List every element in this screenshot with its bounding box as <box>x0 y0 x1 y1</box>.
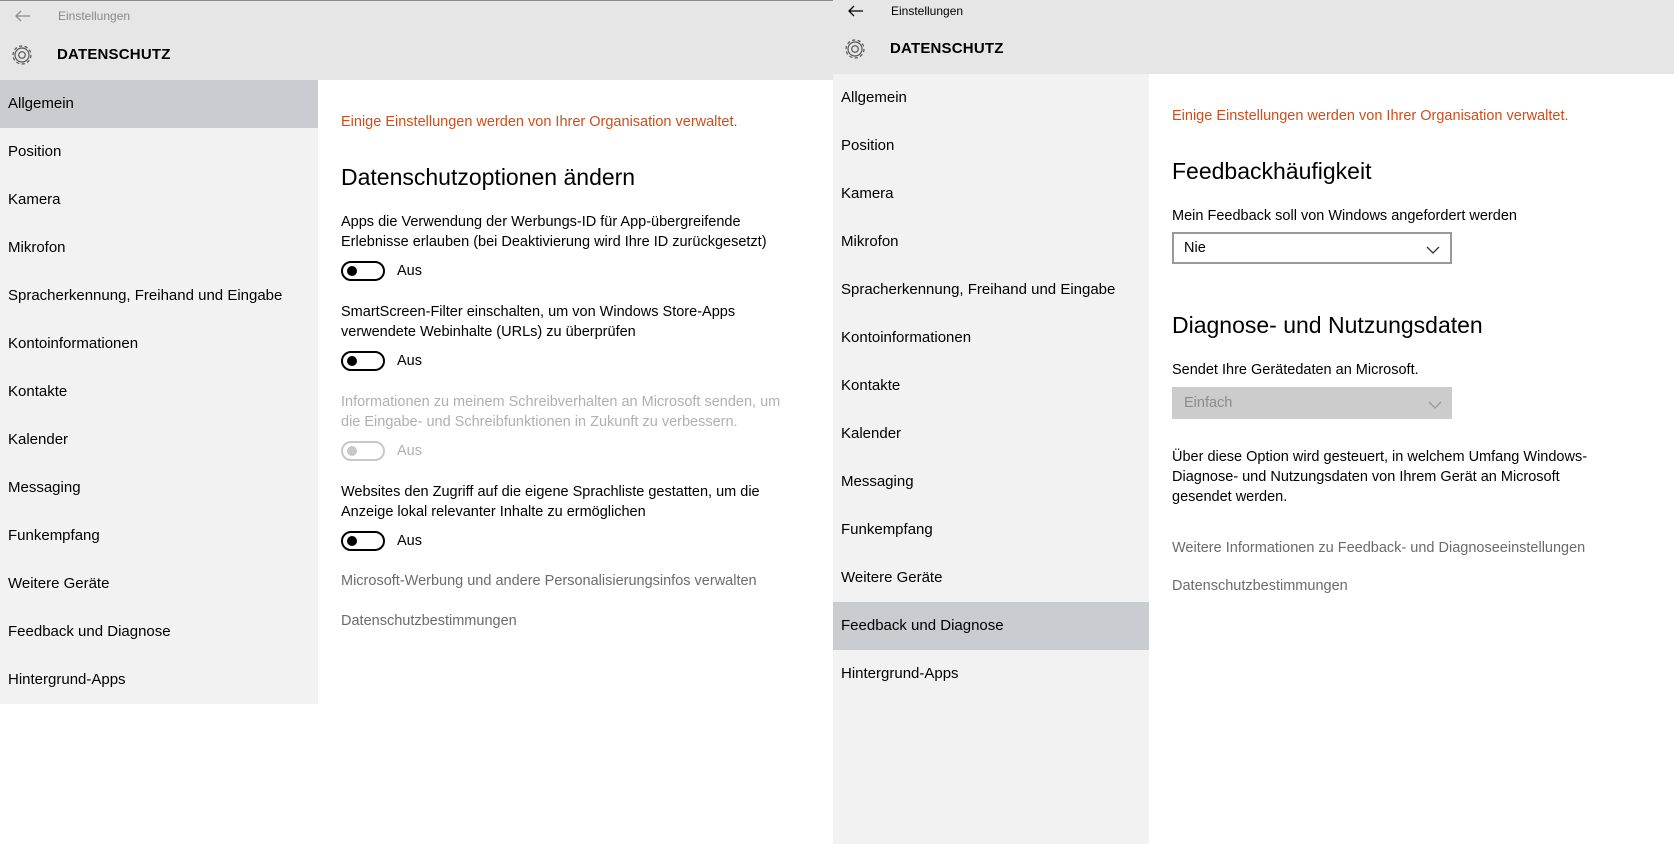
back-arrow-icon[interactable] <box>847 2 865 20</box>
feedback-frequency-dropdown[interactable] <box>1172 232 1452 264</box>
feedback-frequency-heading: Feedbackhäufigkeit <box>1172 158 1372 184</box>
option-text-typing-info: Informationen zu meinem Schreibverhalten an Microsoft senden, um die Eingabe- und Schreibfunktionen in Zukunft zu verbessern. <box>341 394 781 430</box>
nav-sidebar <box>0 80 318 704</box>
org-managed-message: Einige Einstellungen werden von Ihrer Organisation verwaltet. <box>1172 108 1569 124</box>
sidebar-item-messaging[interactable]: Messaging <box>841 473 914 490</box>
toggle-knob <box>347 446 357 456</box>
sidebar-item-spracherkennung-freihand-und-eingabe[interactable]: Spracherkennung, Freihand und Eingabe <box>8 287 283 304</box>
content-pane <box>1149 74 1674 844</box>
feedback-label: Mein Feedback soll von Windows angefordert werden <box>1172 208 1517 224</box>
settings-window-right <box>833 0 1674 844</box>
toggle-state-label: Aus <box>397 263 422 279</box>
sidebar-item-kontoinformationen[interactable]: Kontoinformationen <box>841 329 972 346</box>
sidebar-item-feedback-und-diagnose[interactable]: Feedback und Diagnose <box>833 602 1149 650</box>
diagnostics-level-dropdown <box>1172 387 1452 419</box>
link-advertising-settings[interactable]: Microsoft-Werbung und andere Personalisierungsinfos verwalten <box>341 573 757 589</box>
sidebar-item-messaging[interactable]: Messaging <box>8 479 81 496</box>
sidebar-item-position[interactable]: Position <box>841 137 895 154</box>
page-heading: Datenschutzoptionen ändern <box>341 164 636 190</box>
sidebar-item-hintergrund-apps[interactable]: Hintergrund-Apps <box>841 665 959 682</box>
sidebar-item-hintergrund-apps[interactable]: Hintergrund-Apps <box>8 671 126 688</box>
sidebar-item-allgemein[interactable]: Allgemein <box>0 80 318 128</box>
section-header <box>833 24 1674 74</box>
sidebar-item-weitere-geräte[interactable]: Weitere Geräte <box>8 575 110 592</box>
chevron-down-icon <box>1426 242 1440 252</box>
sidebar-item-kontakte[interactable]: Kontakte <box>841 377 901 394</box>
sidebar-item-spracherkennung-freihand-und-eingabe[interactable]: Spracherkennung, Freihand und Eingabe <box>841 281 1116 298</box>
toggle-state-label: Aus <box>397 353 422 369</box>
chevron-down-icon <box>1428 397 1442 407</box>
diagnostics-label: Sendet Ihre Gerätedaten an Microsoft. <box>1172 362 1419 378</box>
diagnostics-description: Über diese Option wird gesteuert, in welchem Umfang Windows-Diagnose- und Nutzungsdaten von Ihrem Gerät an Microsoft gesendet werden. <box>1172 449 1588 505</box>
sidebar-item-kamera[interactable]: Kamera <box>8 191 61 208</box>
sidebar-item-kalender[interactable]: Kalender <box>841 425 902 442</box>
option-text-advertising-id: Apps die Verwendung der Werbungs-ID für App-übergreifende Erlebnisse erlauben (bei Deaktivierung wird Ihre ID zurückgesetzt) <box>341 214 767 250</box>
sidebar-item-position[interactable]: Position <box>8 143 62 160</box>
section-header <box>0 30 833 80</box>
toggle-knob <box>347 266 357 276</box>
sidebar-item-kamera[interactable]: Kamera <box>841 185 894 202</box>
title-bar <box>833 0 1674 24</box>
settings-window-left <box>0 0 833 844</box>
sidebar-item-funkempfang[interactable]: Funkempfang <box>8 527 100 544</box>
toggle-state-label: Aus <box>397 533 422 549</box>
gear-icon <box>8 41 36 69</box>
link-privacy-statement[interactable]: Datenschutzbestimmungen <box>1172 578 1348 594</box>
section-title: DATENSCHUTZ <box>890 40 1004 57</box>
option-text-language-list: Websites den Zugriff auf die eigene Sprachliste gestatten, um die Anzeige lokal relevanter Inhalte zu ermöglichen <box>341 484 760 520</box>
toggle-knob <box>347 536 357 546</box>
diagnostics-heading: Diagnose- und Nutzungsdaten <box>1172 312 1483 338</box>
toggle-typing-info <box>341 441 385 461</box>
sidebar-item-allgemein[interactable]: Allgemein <box>841 89 907 106</box>
link-privacy-statement[interactable]: Datenschutzbestimmungen <box>341 613 517 629</box>
sidebar-item-kontakte[interactable]: Kontakte <box>8 383 68 400</box>
link-feedback-diagnostics-info[interactable]: Weitere Informationen zu Feedback- und Diagnoseeinstellungen <box>1172 540 1586 556</box>
dropdown-value: Einfach <box>1184 395 1233 411</box>
sidebar-item-kalender[interactable]: Kalender <box>8 431 69 448</box>
sidebar-item-kontoinformationen[interactable]: Kontoinformationen <box>8 335 139 352</box>
back-arrow-icon[interactable] <box>14 7 32 25</box>
sidebar-item-funkempfang[interactable]: Funkempfang <box>841 521 933 538</box>
content-pane <box>318 80 833 844</box>
gear-icon <box>841 35 869 63</box>
sidebar-item-mikrofon[interactable]: Mikrofon <box>8 239 66 256</box>
option-text-smartscreen: SmartScreen-Filter einschalten, um von Windows Store-Apps verwendete Webinhalte (URLs) zu überprüfen <box>341 304 736 340</box>
org-managed-message: Einige Einstellungen werden von Ihrer Organisation verwaltet. <box>341 114 738 130</box>
toggle-language-list[interactable] <box>341 531 385 551</box>
section-title: DATENSCHUTZ <box>57 46 171 63</box>
window-title: Einstellungen <box>58 9 131 23</box>
title-bar <box>0 0 833 31</box>
sidebar-item-feedback-und-diagnose[interactable]: Feedback und Diagnose <box>8 623 171 640</box>
dropdown-value: Nie <box>1184 240 1206 256</box>
sidebar-item-mikrofon[interactable]: Mikrofon <box>841 233 899 250</box>
nav-sidebar <box>833 74 1149 844</box>
toggle-knob <box>347 356 357 366</box>
sidebar-item-weitere-geräte[interactable]: Weitere Geräte <box>841 569 943 586</box>
toggle-smartscreen[interactable] <box>341 351 385 371</box>
toggle-state-label: Aus <box>397 443 422 459</box>
toggle-advertising-id[interactable] <box>341 261 385 281</box>
window-title: Einstellungen <box>891 4 964 18</box>
